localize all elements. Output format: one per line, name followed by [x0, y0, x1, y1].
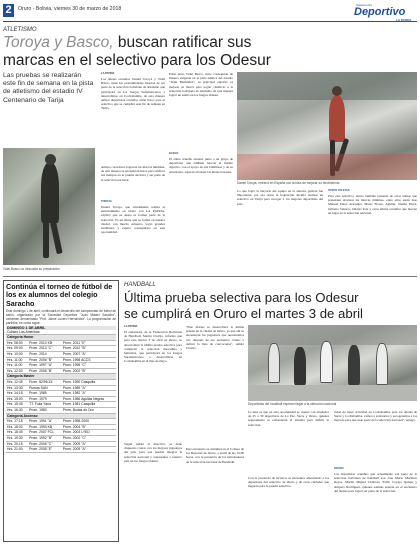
- article2-col1-text: El entrenador de la Federación Boliviana de Handball, Martín Clavijo, informó que para este martes 3 de abril en Oruro, se desarrollará la última prueba selectiva para completar la selección masculina y femenina, que participará en los Juegos Suramericanos a desarrollarse en Cochabamba en el mes de mayo.: [124, 330, 182, 364]
- article2-col4-text: cidad de tener actividad en Cochabamba para los atletas de Sucre y Cochabamba, vamos a evaluarlos y escogeremos a los mejores para que sean parte de la selección nacional", agregó.: [334, 410, 417, 423]
- article2-col3-text: La idea es que en esta oportunidad se cuente con alrededor de 25 a 30 deportistas de La Paz, Sucre y Oruro, quienes seguramente se enfrentarán al sistema para definir la selección.: [248, 410, 329, 427]
- dateline: Oruro - Bolivia, viernes 30 de marzo de 2018: [18, 6, 122, 12]
- article2-headline-line1: Última prueba selectiva para los Odesur: [124, 290, 359, 305]
- article2-kicker: HANDBALL: [124, 282, 156, 288]
- category-name: Categoría Ascenso: [6, 413, 116, 419]
- saracho-venue: Coliseo Las Americas: [6, 330, 116, 335]
- table-row: Hrs. 09:00 Prom. 2013 "C" Prom. 2012 "B": [6, 346, 116, 352]
- article2-col1-text2: Según señaló el directivo, se tiene dispuesto contar con los mejores jugadores del país, para que puedan integrar la selección nacional y representar a nuestro país en los Juegos Odesur.: [124, 442, 182, 463]
- article2-col4-text2: Los deportistas orureños que actualmente son parte de la selección boliviana de handball son Jose Mario Martínez Reyes, Martín Miguel Chilavas, Pablo Copaja Quispe y Amparo Rodríguez, quienes además estarán en el encuentro del martes para lograr ser parte de la selección.: [334, 472, 417, 493]
- brand-small: Suplemento: [356, 3, 373, 7]
- article1-col1-text: Los atletas orureños Daniel Toroya y Vidal Basco, tiene las probabilidades intactas de ser parte de la selección boliviana de atletismo que participará en los Juegos Suramericanos a desarrollarse en Cochabamba, de esta manera ambos deportistas orureños están listos para el selectivo que se cumplirá este fin de semana en Tarija.: [101, 77, 165, 111]
- header-rule: [3, 21, 417, 22]
- table-row: Hrs. 08:00 Prom. 2010 KB Prom. 2011 "E": [6, 340, 116, 346]
- table-row: Hrs. 14:15 Prom. 1985 Prom. 1982 "A": [6, 391, 116, 397]
- photo-handball: [248, 325, 417, 401]
- article2-col3-text2: Con la presencia de técnicos se encuentra adiestrando a los deportistas del selectivo de Oruro y de otras ciudades que llegarán para la prueba selectiva.: [248, 476, 329, 489]
- page-number: 2: [3, 4, 14, 17]
- table-row: Hrs. 15:00 Prom. 1979 Prom. 1986 Aguilas Negras: [6, 396, 116, 402]
- table-row: Hrs. 19:30 Prom. 1992 "B" Prom. 2002 "C": [6, 435, 116, 441]
- article1-col3-text: Lo que logró la mayoría del equipo en la anterior gestión fue importante, por esa razón la federación decidió realizar un selectivo en Tarija para escoger a los mejores deportistas del país.: [237, 189, 323, 206]
- article2-headline: [124, 290, 417, 322]
- saracho-date-header: DOMINGO 1 DE ABRIL: [6, 326, 116, 330]
- table-row: Hrs. 11:00 Prom. 1997 "A" Prom. 1996 "C": [6, 363, 116, 369]
- photo-daniel-toroya: [237, 72, 417, 180]
- article1-headline-highlight: Toroya y Basco,: [3, 34, 114, 51]
- brand-logo: Deportivo: [354, 6, 406, 18]
- table-row: Hrs. 17:15 Prom. 1991 "A" Prom. 1998-2000: [6, 419, 116, 425]
- article2-col1-label: LA PATRIA: [124, 325, 138, 328]
- photo-caption-right: Daniel Toroya, entrenó en España con la idea de mejorar su rendimiento: [237, 181, 340, 185]
- fixture-table-honor: [6, 335, 116, 452]
- article1-col2-text2: El atleta orureño entrena junto a un grupo de deportistas que también buscan el mismo objetivo, con el apoyo de sus familiares y de su entrenador, esperan alcanzar las metas trazadas.: [169, 157, 233, 174]
- article1-col2-text: Entre tanto Vidal Basco, tiene conseguido de manera exigente en la pista atlética del estadio "Jesús Bermúdez", su principal objetivo es mejorar su marca para lograr clasificar a la selección boliviana de atletismo de esta manera lograr un sueño en los Juegos Odesur.: [169, 72, 233, 98]
- article1-sub-otros: OTROS ATLETAS: [328, 189, 350, 192]
- article1-col1-label: LA PATRIA: [101, 72, 115, 75]
- saracho-box: [3, 280, 119, 542]
- article1-kicker: ATLETISMO: [3, 27, 37, 33]
- table-row: Hrs. 18:45 Prom. 2007 FCL Prom. 2003 LYED: [6, 430, 116, 436]
- table-row: Hrs. 16:30 Prom. 1980 Prom. Bodas de Oro: [6, 407, 116, 413]
- category-name: Categoría Honor: [6, 335, 116, 340]
- table-row: Hrs. 11:00 Prom. 2006 "B" Prom. 1998 ACCS: [6, 357, 116, 363]
- article1-col1-text2: Ambos corredores lograron las marcas mínimas, de esta manera se encuentran listos para ratificar sus tiempos en la prueba decisiva y ser parte de la selección nacional.: [101, 165, 165, 182]
- article2-col2-text: "Este martes se desarrollará la última prueba en la ciudad de Oruro, ya que ahí se encuentran los jugadores que necesitamos ver, después de ese encuentro vamos a definir la lista de convocados", señaló Clavijo.: [186, 325, 244, 351]
- article2-headline-line2: se cumplirá en Oruro el martes 3 de abril: [124, 306, 363, 321]
- article2-sub-oruro: ORURO: [334, 467, 344, 470]
- brand-sub: LA PATRIA: [396, 18, 412, 22]
- table-row: Hrs. 12:45 Prom. 82/96 Z4 Prom. 1990 Casquilla: [6, 379, 116, 385]
- article1-col1-text3: Daniel Toroya, que actualmente realiza el entrenamiento en Oruro con LA PATRIA, explicó que su deseo es formar parte de la selección. Es un atleta que se formó en nuestra ciudad, con mucho esfuerzo, logró grandes resultados y espera conseguirlos en esta oportunidad.: [101, 205, 165, 235]
- article1-sub-basco: BASCO: [169, 152, 179, 155]
- photo-caption-left: Vidal Basco no descuida su preparación: [3, 267, 60, 271]
- article1-headline-line2: marcas en el selectivo para los Odesur: [3, 52, 271, 69]
- saracho-box-intro: Este domingo 1 de abril, continuará el desarrollo del campeonato de fútbol de salón, organizado por la Sociedad Deportiva "Juan Misael Saracho", certamen denominado "Prof. Jaime Lucero Hernández". La programación de partidos, es como sigue:: [6, 309, 116, 326]
- table-row: Hrs. 21:00 Prom. 2008 "E" Prom. 2005 "A": [6, 447, 116, 453]
- article1-headline-rest: buscan ratificar sus: [113, 34, 252, 51]
- table-row: Hrs. 20:15 Prom. 2006 "C" Prom. 2009 "A": [6, 441, 116, 447]
- saracho-box-title: Continúa el torneo de fútbol de los ex alumnos del colegio Saracho: [6, 282, 113, 308]
- article1-col3-text2: Para este selectivo, Oruro también presenta de otros atletas que pretenden alcanzar las marcas mínimas, entre ellos están Jose Manuel Pérez Aruquipa, Mario Flores, Aguilar, Naima Pérez, Gilberto Velasco, Odalys Tola y otros atletas orureños que buscan un lugar en la selección nacional.: [328, 194, 417, 215]
- article1-sub-toroya: TOROYA: [101, 200, 112, 203]
- photo-caption-handball: Deportistas del handball esperan llegar a la selección nacional: [248, 402, 337, 406]
- table-row: Hrs. 18:00 Prom. 1993 KB Prom. 2004 "B": [6, 424, 116, 430]
- article1-deck: Las pruebas se realizarán este fin de semana en la pista de atletismo del estadio IV Centenario de Tarija: [3, 72, 94, 104]
- section-divider: [3, 276, 417, 277]
- article1-headline: [3, 34, 417, 70]
- category-name: Categoría Master: [6, 374, 116, 380]
- photo-vidal-basco: [3, 148, 95, 265]
- table-row: Hrs. 10:00 Prom. 2014 Prom. 2007 "A": [6, 352, 116, 358]
- page-header: [0, 0, 420, 26]
- table-row: Hrs. 13:30 Pumas SAN Prom. 1989 "A": [6, 385, 116, 391]
- table-row: Hrs. 15:45 TT. Fuka Yana Prom. 1981 Casquilla: [6, 402, 116, 408]
- article2-col2-text2: Este encuentro se cumplirá en el Coliseo de los Deportes de Oruro, a partir de las 19:00 horas, con la presencia de los entrenadores de la selección nacional de Handball.: [186, 447, 244, 464]
- table-row: Hrs. 12:00 Prom. 2005 "B" Prom. 2002 "B": [6, 368, 116, 374]
